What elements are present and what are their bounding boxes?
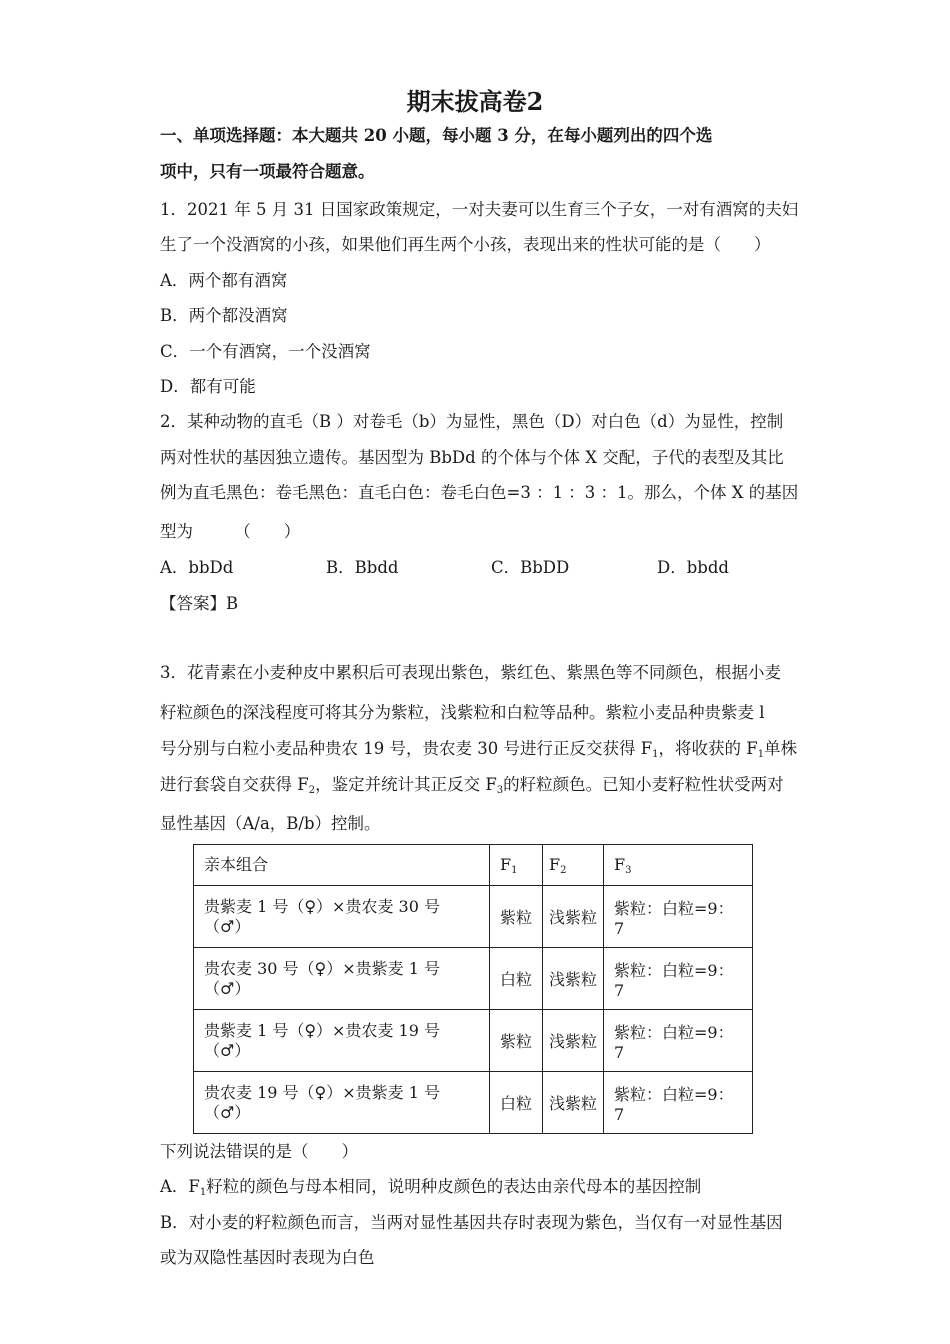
q3-option-b-line2: 或为双隐性基因时表现为白色 [160, 1248, 375, 1267]
table-row [194, 948, 753, 1010]
page-title: 期末拔高卷2 [406, 87, 544, 116]
cross-results-table [193, 844, 753, 1134]
q3-stem-line1: 3．花青素在小麦种皮中累积后可表现出紫色，紫红色、紫黑色等不同颜色，根据小麦 [160, 663, 781, 682]
q3-option-b-line1: B．对小麦的籽粒颜色而言，当两对显性基因共存时表现为紫色，当仅有一对显性基因 [160, 1213, 783, 1232]
header-f1: $F_1$ [490, 845, 543, 886]
q3-stem-line2: 籽粒颜色的深浅程度可将其分为紫粒，浅紫粒和白粒等品种。紫粒小麦品种贵紫麦 l [160, 703, 765, 722]
q2-stem-line2: 两对性状的基因独立遗传。基因型为 BbDd 的个体与个体 X 交配，子代的表型及其比 [160, 448, 784, 467]
section-heading-line2: 项中，只有一项最符合题意。 [160, 162, 375, 181]
q2-option-a: A．bbDd [160, 558, 234, 577]
q1-option-d: D．都有可能 [160, 377, 256, 396]
table-header-row [194, 845, 753, 886]
header-f2: $F_2$ [543, 845, 604, 886]
cell-f3: 紫粒：白粒=9：7 [604, 948, 753, 1010]
q1-stem-line2: 生了一个没酒窝的小孩，如果他们再生两个小孩，表现出来的性状可能的是（ ） [160, 235, 771, 254]
q3-stem-line5: 显性基因（A/a，B/b）控制。 [160, 814, 381, 833]
cell-cross: 贵农麦 30 号（♀）×贵紫麦 1 号 （♂） [194, 948, 490, 1010]
q2-stem-line4: 型为 （ ） [160, 522, 301, 541]
q2-option-d: D．bbdd [657, 558, 729, 577]
cell-f1: 紫粒 [490, 886, 543, 948]
q2-option-c: C．BbDD [491, 558, 570, 577]
q1-option-c: C．一个有酒窝，一个没酒窝 [160, 342, 371, 361]
cell-f1: 白粒 [490, 1072, 543, 1134]
q1-stem-line1: 1．2021 年 5 月 31 日国家政策规定，一对夫妻可以生育三个子女，一对有酒窝的夫妇 [160, 200, 799, 219]
cell-f3: 紫粒：白粒=9：7 [604, 1010, 753, 1072]
q3-stem-line4: 进行套袋自交获得 $F_2$，鉴定并统计其正反交 $F_3$的籽粒颜色。已知小麦籽粒性状受两对 [160, 775, 784, 796]
cell-f2: 浅紫粒 [543, 1072, 604, 1134]
q2-stem-line3: 例为直毛黑色：卷毛黑色：直毛白色：卷毛白色=3 ：1 ：3 ：1。那么，个体 X 的基因 [160, 483, 799, 502]
q2-answer: 【答案】B [160, 594, 239, 613]
table-row [194, 886, 753, 948]
q2-stem-line1: 2．某种动物的直毛（B ）对卷毛（b）为显性，黑色（D）对白色（d）为显性，控制 [160, 412, 784, 431]
table-row [194, 1010, 753, 1072]
q3-prompt: 下列说法错误的是（ ） [160, 1142, 358, 1161]
q2-option-b: B．Bbdd [326, 558, 399, 577]
q3-option-a: A．$F_1$籽粒的颜色与母本相同，说明种皮颜色的表达由亲代母本的基因控制 [160, 1177, 702, 1198]
q3-stem-line3: 号分别与白粒小麦品种贵农 19 号，贵农麦 30 号进行正反交获得 $F_1$，将收获的 $F_1$单株 [160, 739, 798, 760]
q1-option-b: B．两个都没酒窝 [160, 306, 288, 325]
cell-f2: 浅紫粒 [543, 886, 604, 948]
header-parent-cross: 亲本组合 [194, 845, 490, 886]
q1-option-a: A．两个都有酒窝 [160, 271, 288, 290]
cell-f1: 紫粒 [490, 1010, 543, 1072]
table-row [194, 1072, 753, 1134]
cell-cross: 贵紫麦 1 号（♀）×贵农麦 19 号 （♂） [194, 1010, 490, 1072]
cell-cross: 贵紫麦 1 号（♀）×贵农麦 30 号 （♂） [194, 886, 490, 948]
cell-f3: 紫粒：白粒=9：7 [604, 886, 753, 948]
header-f3: $F_3$ [604, 845, 753, 886]
section-heading-line1: 一、单项选择题：本大题共 20 小题，每小题 3 分，在每小题列出的四个选 [160, 126, 713, 145]
cell-f1: 白粒 [490, 948, 543, 1010]
cell-cross: 贵农麦 19 号（♀）×贵紫麦 1 号 （♂） [194, 1072, 490, 1134]
cell-f2: 浅紫粒 [543, 948, 604, 1010]
cell-f3: 紫粒：白粒=9：7 [604, 1072, 753, 1134]
cell-f2: 浅紫粒 [543, 1010, 604, 1072]
